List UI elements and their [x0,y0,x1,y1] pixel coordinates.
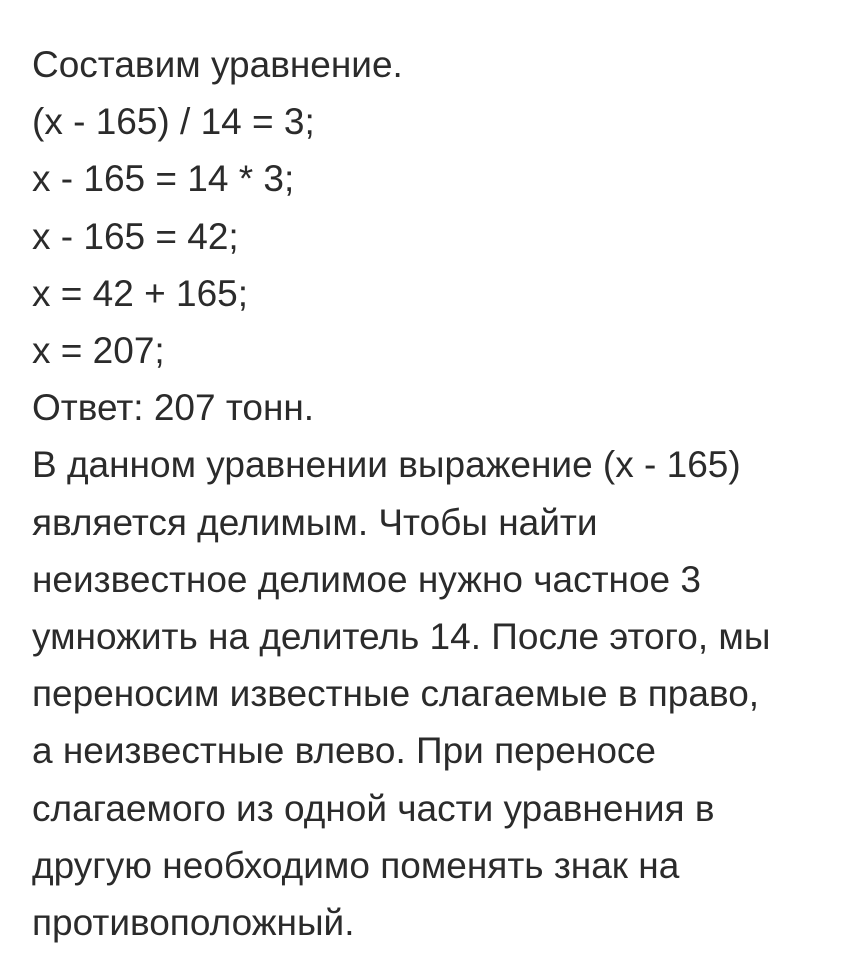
equation-line: х = 42 + 165; [32,272,249,314]
explanation-line: неизвестное делимое нужно частное 3 [32,558,701,600]
explanation-line: а неизвестные влево. При переносе [32,730,656,772]
explanation-line: переносим известные слагаемые в право, [32,673,760,715]
explanation-line: слагаемого из одной части уравнения в [32,787,715,829]
equation-line: х - 165 = 14 * 3; [32,158,295,200]
explanation-line: другую необходимо поменять знак на [32,844,680,886]
answer-line: Ответ: 207 тонн. [32,387,315,429]
explanation-line: является делимым. Чтобы найти [32,501,598,543]
explanation-line: В данном уравнении выражение (х - 165) [32,444,741,486]
explanation-line: противоположный. [32,902,355,944]
solution-text [32,36,844,951]
equation-line: (х - 165) / 14 = 3; [32,101,315,143]
intro-line: Составим уравнение. [32,44,403,85]
equation-line: х = 207; [32,330,165,372]
equation-line: х - 165 = 42; [32,215,239,257]
explanation-line: умножить на делитель 14. После этого, мы [32,616,771,658]
